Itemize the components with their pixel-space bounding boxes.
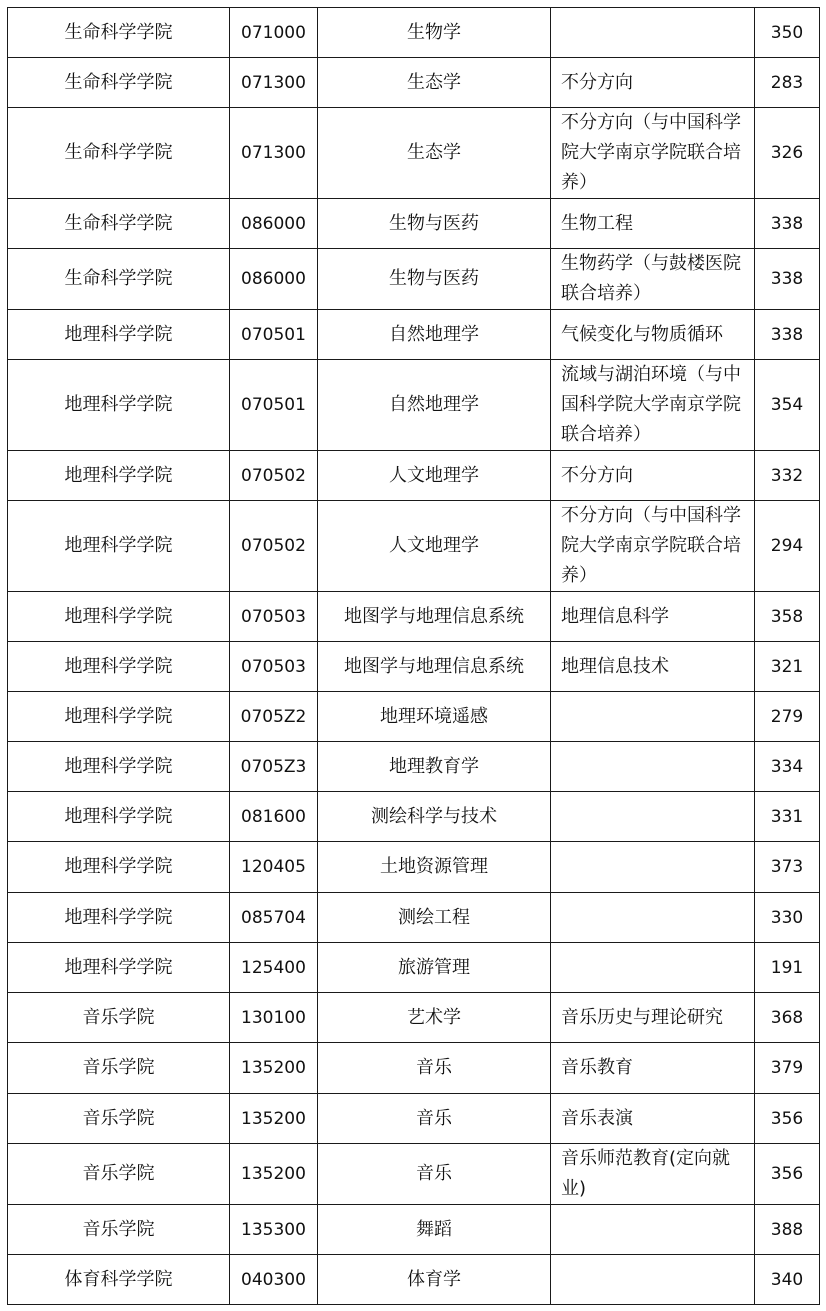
score-cell: 338	[755, 249, 820, 310]
college-cell: 生命科学学院	[8, 8, 230, 58]
score-cell: 338	[755, 199, 820, 249]
table-row	[8, 310, 820, 360]
direction-cell	[551, 842, 755, 893]
major-code-cell: 070503	[230, 642, 318, 692]
table-row	[8, 893, 820, 943]
table-row	[8, 742, 820, 792]
score-cell: 373	[755, 842, 820, 893]
major-name-cell: 旅游管理	[318, 943, 551, 993]
college-cell: 地理科学学院	[8, 893, 230, 943]
direction-cell: 地理信息科学	[551, 592, 755, 642]
major-name-cell: 地图学与地理信息系统	[318, 642, 551, 692]
major-name-cell: 体育学	[318, 1255, 551, 1305]
direction-cell	[551, 1255, 755, 1305]
table-body	[8, 8, 820, 1305]
score-cell: 356	[755, 1144, 820, 1205]
table-row	[8, 993, 820, 1043]
college-cell: 生命科学学院	[8, 249, 230, 310]
direction-cell: 不分方向	[551, 451, 755, 501]
direction-cell: 音乐表演	[551, 1094, 755, 1144]
table-row	[8, 842, 820, 893]
direction-cell: 地理信息技术	[551, 642, 755, 692]
direction-cell	[551, 692, 755, 742]
college-cell: 音乐学院	[8, 993, 230, 1043]
table-row	[8, 1255, 820, 1305]
score-cell: 331	[755, 792, 820, 842]
major-code-cell: 135200	[230, 1144, 318, 1205]
direction-cell	[551, 8, 755, 58]
college-cell: 地理科学学院	[8, 943, 230, 993]
major-code-cell: 130100	[230, 993, 318, 1043]
major-code-cell: 070501	[230, 360, 318, 451]
score-cell: 379	[755, 1043, 820, 1094]
score-cell: 356	[755, 1094, 820, 1144]
major-name-cell: 土地资源管理	[318, 842, 551, 893]
major-code-cell: 135300	[230, 1205, 318, 1255]
table-row	[8, 792, 820, 842]
major-code-cell: 070503	[230, 592, 318, 642]
college-cell: 地理科学学院	[8, 360, 230, 451]
direction-cell: 音乐教育	[551, 1043, 755, 1094]
major-code-cell: 125400	[230, 943, 318, 993]
major-name-cell: 生物与医药	[318, 199, 551, 249]
table-row	[8, 360, 820, 451]
college-cell: 地理科学学院	[8, 310, 230, 360]
score-cell: 321	[755, 642, 820, 692]
direction-cell	[551, 893, 755, 943]
major-name-cell: 地理教育学	[318, 742, 551, 792]
table-row	[8, 249, 820, 310]
major-name-cell: 音乐	[318, 1043, 551, 1094]
direction-cell: 生物工程	[551, 199, 755, 249]
direction-cell: 生物药学（与鼓楼医院联合培养）	[551, 249, 755, 310]
major-code-cell: 081600	[230, 792, 318, 842]
table-row	[8, 1205, 820, 1255]
score-cell: 332	[755, 451, 820, 501]
major-name-cell: 自然地理学	[318, 310, 551, 360]
direction-cell: 不分方向（与中国科学院大学南京学院联合培养）	[551, 501, 755, 592]
table-row	[8, 1144, 820, 1205]
college-cell: 音乐学院	[8, 1144, 230, 1205]
table-row	[8, 592, 820, 642]
major-code-cell: 071000	[230, 8, 318, 58]
direction-cell: 不分方向	[551, 58, 755, 108]
college-cell: 地理科学学院	[8, 642, 230, 692]
direction-cell	[551, 943, 755, 993]
major-code-cell: 085704	[230, 893, 318, 943]
major-code-cell: 086000	[230, 249, 318, 310]
table-row	[8, 199, 820, 249]
major-name-cell: 艺术学	[318, 993, 551, 1043]
table-row	[8, 943, 820, 993]
table-row	[8, 58, 820, 108]
college-cell: 音乐学院	[8, 1094, 230, 1144]
table-row	[8, 692, 820, 742]
table-row	[8, 1094, 820, 1144]
major-code-cell: 071300	[230, 108, 318, 199]
direction-cell: 音乐师范教育(定向就业)	[551, 1144, 755, 1205]
major-code-cell: 070502	[230, 451, 318, 501]
score-cell: 340	[755, 1255, 820, 1305]
college-cell: 地理科学学院	[8, 842, 230, 893]
college-cell: 生命科学学院	[8, 108, 230, 199]
college-cell: 生命科学学院	[8, 199, 230, 249]
major-code-cell: 086000	[230, 199, 318, 249]
major-code-cell: 135200	[230, 1094, 318, 1144]
major-name-cell: 地理环境遥感	[318, 692, 551, 742]
direction-cell	[551, 742, 755, 792]
table-row	[8, 8, 820, 58]
score-cell: 326	[755, 108, 820, 199]
major-name-cell: 测绘工程	[318, 893, 551, 943]
major-name-cell: 生态学	[318, 58, 551, 108]
table-row	[8, 108, 820, 199]
major-code-cell: 0705Z2	[230, 692, 318, 742]
table-row	[8, 642, 820, 692]
score-cell: 294	[755, 501, 820, 592]
score-cell: 354	[755, 360, 820, 451]
table-row	[8, 451, 820, 501]
major-name-cell: 生物学	[318, 8, 551, 58]
score-cell: 330	[755, 893, 820, 943]
direction-cell: 不分方向（与中国科学院大学南京学院联合培养）	[551, 108, 755, 199]
score-cell: 338	[755, 310, 820, 360]
major-code-cell: 071300	[230, 58, 318, 108]
college-cell: 地理科学学院	[8, 592, 230, 642]
major-code-cell: 070502	[230, 501, 318, 592]
major-name-cell: 地图学与地理信息系统	[318, 592, 551, 642]
major-code-cell: 070501	[230, 310, 318, 360]
college-cell: 地理科学学院	[8, 501, 230, 592]
table-row	[8, 1043, 820, 1094]
major-code-cell: 120405	[230, 842, 318, 893]
college-cell: 地理科学学院	[8, 692, 230, 742]
major-name-cell: 测绘科学与技术	[318, 792, 551, 842]
table-row	[8, 501, 820, 592]
college-cell: 地理科学学院	[8, 742, 230, 792]
major-name-cell: 人文地理学	[318, 451, 551, 501]
major-code-cell: 135200	[230, 1043, 318, 1094]
score-cell: 283	[755, 58, 820, 108]
major-name-cell: 生态学	[318, 108, 551, 199]
college-cell: 音乐学院	[8, 1205, 230, 1255]
major-name-cell: 舞蹈	[318, 1205, 551, 1255]
score-cell: 279	[755, 692, 820, 742]
college-cell: 生命科学学院	[8, 58, 230, 108]
major-name-cell: 人文地理学	[318, 501, 551, 592]
direction-cell	[551, 792, 755, 842]
major-name-cell: 音乐	[318, 1144, 551, 1205]
score-cell: 191	[755, 943, 820, 993]
major-name-cell: 音乐	[318, 1094, 551, 1144]
score-cell: 334	[755, 742, 820, 792]
direction-cell: 流域与湖泊环境（与中国科学院大学南京学院联合培养）	[551, 360, 755, 451]
direction-cell	[551, 1205, 755, 1255]
score-cell: 368	[755, 993, 820, 1043]
score-cell: 358	[755, 592, 820, 642]
major-code-cell: 0705Z3	[230, 742, 318, 792]
college-cell: 地理科学学院	[8, 451, 230, 501]
score-cell: 350	[755, 8, 820, 58]
major-name-cell: 自然地理学	[318, 360, 551, 451]
college-cell: 地理科学学院	[8, 792, 230, 842]
college-cell: 音乐学院	[8, 1043, 230, 1094]
college-cell: 体育科学学院	[8, 1255, 230, 1305]
score-cell: 388	[755, 1205, 820, 1255]
direction-cell: 气候变化与物质循环	[551, 310, 755, 360]
major-code-cell: 040300	[230, 1255, 318, 1305]
major-name-cell: 生物与医药	[318, 249, 551, 310]
direction-cell: 音乐历史与理论研究	[551, 993, 755, 1043]
admission-score-table	[7, 7, 820, 1305]
